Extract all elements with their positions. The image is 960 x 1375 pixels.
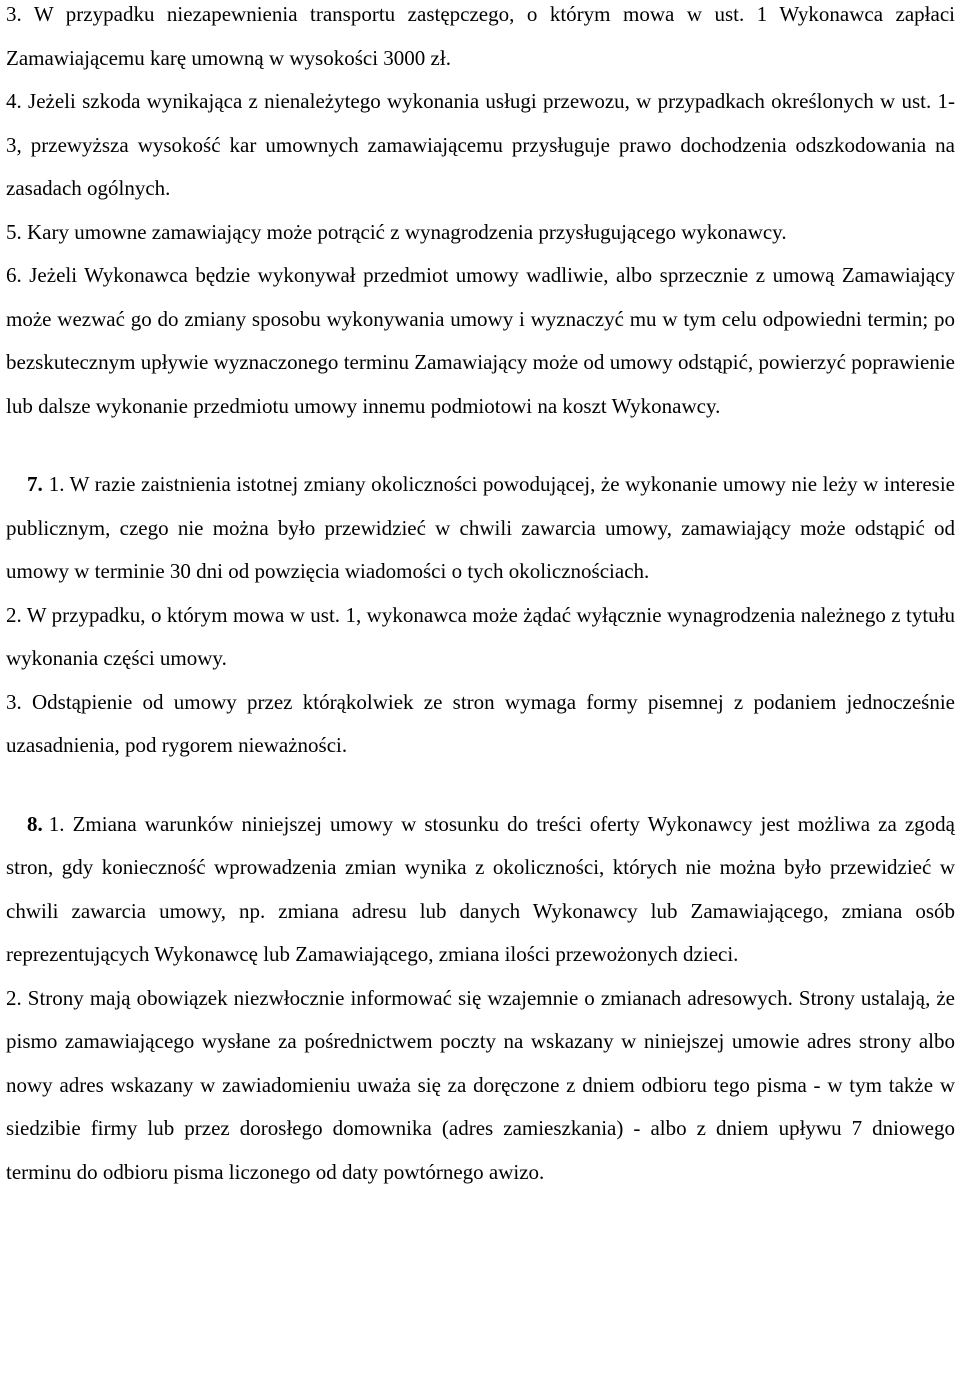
section-8-paragraph-1-text: 1. Zmiana warunków niniejszej umowy w stosunku do treści oferty Wykonawcy jest możliwa za zgodą stron, gdy konieczność wprowadzenia zmian wynika z okoliczności, których nie można było przewidzieć w chwili zawarcia umowy, np. zmiana adresu lub danych Wykonawcy lub Zamawiającego, zmiana osób reprezentujących Wykonawcę lub Zamawiającego, zmiana ilości przewożonych dzieci.: [6, 811, 955, 966]
paragraph-6: 6. Jeżeli Wykonawca będzie wykonywał przedmiot umowy wadliwie, albo sprzecznie z umową Zamawiający może wezwać go do zmiany sposobu wykonywania umowy i wyznaczyć mu w tym celu odpowiedni termin; po bezskutecznym upływie wyznaczonego terminu Zamawiający może od umowy odstąpić, powierzyć poprawienie lub dalsze wykonanie przedmiotu umowy innemu podmiotowi na koszt Wykonawcy.: [6, 263, 955, 418]
paragraph-5: 5. Kary umowne zamawiający może potrącić z wynagrodzenia przysługującego wykonawcy.: [6, 219, 787, 244]
section-7-paragraph-3: 3. Odstąpienie od umowy przez którąkolwiek ze stron wymaga formy pisemnej z podaniem jednocześnie uzasadnienia, pod rygorem nieważności.: [6, 689, 955, 757]
section-7-paragraph-1-text: 1. W razie zaistnienia istotnej zmiany okoliczności powodującej, że wykonanie umowy nie leży w interesie publicznym, czego nie można było przewidzieć w chwili zawarcia umowy, zamawiający może odstąpić od umowy w terminie 30 dni od powzięcia wiadomości o tych okolicznościach.: [6, 472, 955, 583]
section-7-number: 7.: [27, 472, 43, 496]
section-7-paragraph-1: [6, 463, 955, 594]
section-7-paragraph-2: 2. W przypadku, o którym mowa w ust. 1, wykonawca może żądać wyłącznie wynagrodzenia należnego z tytułu wykonania części umowy.: [6, 602, 955, 670]
section-8-paragraph-1: [6, 803, 955, 977]
paragraph-3: 3. W przypadku niezapewnienia transportu zastępczego, o którym mowa w ust. 1 Wykonawca zapłaci Zamawiającemu karę umowną w wysokości 3000 zł.: [6, 2, 955, 70]
paragraph-4: 4. Jeżeli szkoda wynikająca z nienależytego wykonania usługi przewozu, w przypadkach określonych w ust. 1-3, przewyższa wysokość kar umownych zamawiającemu przysługuje prawo dochodzenia odszkodowania na zasadach ogólnych.: [6, 89, 955, 200]
section-8-number: 8.: [27, 811, 43, 836]
section-8-paragraph-2: 2. Strony mają obowiązek niezwłocznie informować się wzajemnie o zmianach adresowych. Strony ustalają, że pismo zamawiającego wysłane za pośrednictwem poczty na wskazany w niniejszej umowie adres strony albo nowy adres wskazany w zawiadomieniu uważa się za doręczone z dniem odbioru tego pisma - w tym także w siedzibie firmy lub przez dorosłego domownika (adres zamieszkania) - albo z dniem upływu 7 dniowego terminu do odbioru pisma liczonego od daty powtórnego awizo.: [6, 985, 955, 1184]
